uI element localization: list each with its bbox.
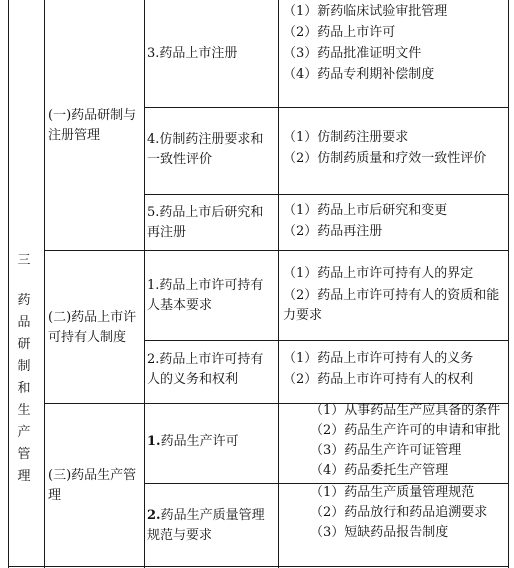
item-point: （1）新药临床试验审批管理 bbox=[283, 4, 448, 19]
table-border-left bbox=[8, 0, 9, 568]
column-divider-1 bbox=[44, 0, 45, 568]
item-point: （4）药品委托生产管理 bbox=[310, 463, 449, 478]
item-title-text: 药品上市许可持有人的义务和权利 bbox=[147, 352, 264, 387]
item-point: （1）药品上市许可持有人的义务 bbox=[283, 351, 474, 366]
chapter-title-vertical bbox=[14, 292, 34, 490]
chapter-title-char: 和 bbox=[17, 381, 31, 396]
item-title bbox=[147, 44, 275, 64]
item-title-text: 药品上市后研究和再注册 bbox=[147, 205, 264, 240]
item-point: （1）药品生产质量管理规范 bbox=[310, 485, 475, 500]
chapter-title-char: 品 bbox=[17, 315, 31, 330]
item-point: （3）药品批准证明文件 bbox=[283, 46, 422, 61]
item-title-text: 药品生产许可 bbox=[160, 434, 239, 449]
item-point: （2）药品生产许可的申请和审批 bbox=[310, 423, 501, 438]
section-title: (一)药品研制与注册管理 bbox=[48, 108, 137, 143]
chapter-number bbox=[14, 252, 34, 274]
item-point: （2）药品上市许可 bbox=[283, 25, 396, 40]
item-point: （2）仿制药质量和疗效一致性评价 bbox=[283, 151, 487, 166]
item-number: 2. bbox=[147, 508, 161, 523]
item-title bbox=[147, 432, 275, 452]
item-title-text: 药品生产质量管理规范与要求 bbox=[147, 508, 265, 543]
item-point: （1）仿制药注册要求 bbox=[283, 130, 409, 145]
chapter-number-text: 三 bbox=[17, 253, 31, 268]
item-point: （3）药品生产许可证管理 bbox=[310, 443, 462, 458]
item-title bbox=[147, 506, 275, 546]
section-title: (二)药品上市许可持有人制度 bbox=[48, 310, 137, 345]
chapter-title-char: 研 bbox=[17, 337, 31, 352]
item-number: 2. bbox=[147, 352, 160, 367]
chapter-title-char: 药 bbox=[17, 293, 31, 308]
item-point: （3）短缺药品报告制度 bbox=[310, 525, 449, 540]
item-point: （2）药品上市许可持有人的权利 bbox=[283, 372, 474, 387]
item-number: 3. bbox=[147, 46, 160, 61]
item-title-text: 仿制药注册要求和一致性评价 bbox=[147, 132, 264, 167]
item-point: （1）药品上市后研究和变更 bbox=[283, 203, 448, 218]
item-point: （2）药品再注册 bbox=[283, 224, 383, 239]
row-divider bbox=[144, 340, 509, 341]
row-divider bbox=[144, 107, 509, 108]
item-point: （1）从事药品生产应具备的条件 bbox=[310, 403, 501, 418]
chapter-title-char: 理 bbox=[17, 469, 31, 484]
table-border-bottom bbox=[8, 566, 509, 567]
item-title bbox=[147, 276, 275, 316]
item-title bbox=[147, 350, 275, 390]
item-number: 4. bbox=[147, 132, 160, 147]
item-title bbox=[147, 130, 275, 170]
section-title: (三)药品生产管理 bbox=[48, 468, 137, 503]
item-point: （4）药品专利期补偿制度 bbox=[283, 67, 435, 82]
item-title bbox=[147, 203, 275, 243]
row-divider bbox=[44, 250, 509, 251]
item-number: 5. bbox=[147, 205, 160, 220]
item-title-text: 药品上市注册 bbox=[159, 46, 238, 61]
chapter-title-char: 产 bbox=[17, 425, 31, 440]
item-number: 1. bbox=[147, 278, 160, 293]
item-point: （1）药品上市许可持有人的界定 bbox=[283, 266, 474, 281]
item-number: 1. bbox=[147, 434, 161, 449]
item-point: （2）药品上市许可持有人的资质和能力要求 bbox=[283, 288, 500, 323]
row-divider bbox=[144, 194, 509, 195]
chapter-title-char: 生 bbox=[17, 403, 31, 418]
chapter-title-char: 制 bbox=[17, 359, 31, 374]
chapter-title-char: 管 bbox=[17, 447, 31, 462]
item-title-text: 药品上市许可持有人基本要求 bbox=[147, 278, 264, 313]
item-point: （2）药品放行和药品追溯要求 bbox=[310, 505, 488, 520]
